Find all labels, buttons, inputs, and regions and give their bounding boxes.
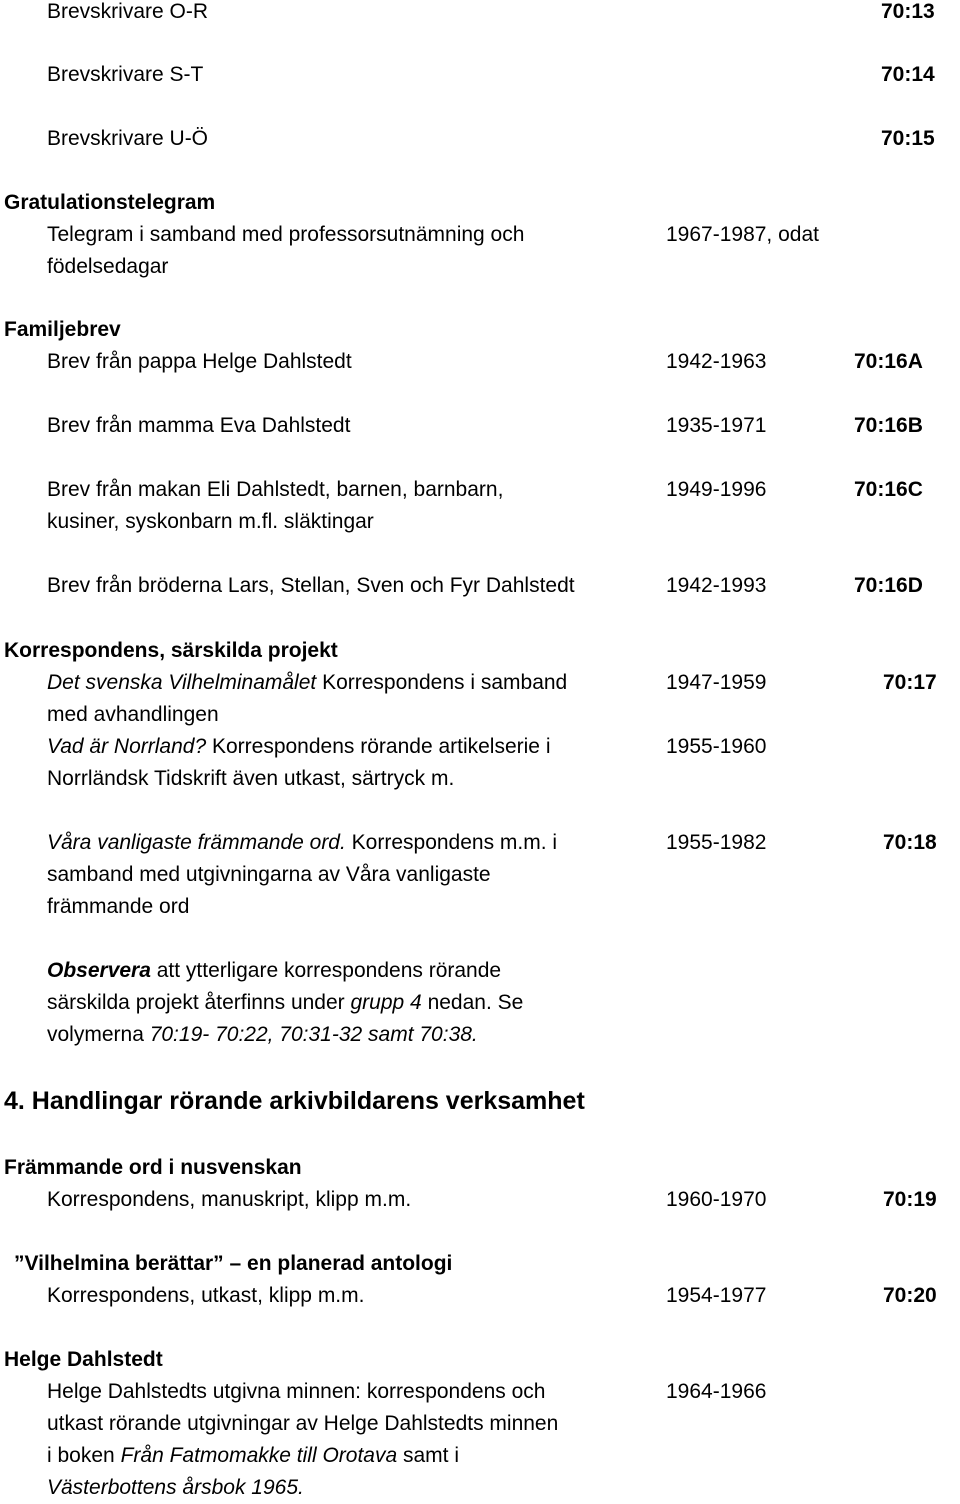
note-text: särskilda projekt återfinns under (47, 991, 351, 1014)
date-range: 1967-1987, odat (666, 223, 819, 246)
volume-number: 70:14 (881, 63, 935, 86)
section-heading: ”Vilhelmina berättar” – en planerad antologi (14, 1252, 453, 1275)
work-title: Det svenska Vilhelminamålet (47, 671, 317, 694)
note-line (47, 1019, 478, 1051)
volume-number: 70:18 (883, 831, 937, 854)
volume-number: 70:15 (881, 127, 935, 150)
date-range: 1949-1996 (666, 478, 767, 501)
section-heading: Främmande ord i nusvenskan (4, 1156, 302, 1179)
work-title: Vad är Norrland? (47, 735, 207, 758)
entry-text: i boken (47, 1444, 121, 1467)
entry-text: Korrespondens i samband (316, 671, 568, 694)
note-reference: grupp 4 (350, 991, 422, 1014)
volume-number: 70:13 (881, 0, 935, 23)
entry-text: Korrespondens m.m. i (345, 831, 558, 854)
entry-label-cont: med avhandlingen (47, 703, 219, 726)
section-heading: Familjebrev (4, 318, 121, 341)
entry-label (47, 827, 557, 859)
volume-number: 70:17 (883, 671, 937, 694)
note-text: att ytterligare korrespondens rörande (150, 959, 502, 982)
section-heading: Korrespondens, särskilda projekt (4, 639, 338, 662)
entry-label: Brev från pappa Helge Dahlstedt (47, 350, 352, 373)
entry-label: Korrespondens, utkast, klipp m.m. (47, 1284, 365, 1307)
date-range: 1964-1966 (666, 1380, 767, 1403)
note-keyword: Observera (47, 959, 151, 982)
note-line (47, 987, 523, 1019)
entry-label-cont (47, 1440, 459, 1472)
date-range: 1955-1982 (666, 831, 767, 854)
entry-label: Korrespondens, manuskript, klipp m.m. (47, 1188, 412, 1211)
entry-label: Brevskrivare O-R (47, 0, 209, 23)
entry-label: Brevskrivare U-Ö (47, 127, 209, 150)
date-range: 1942-1963 (666, 350, 767, 373)
entry-label (47, 667, 567, 699)
note-text: volymerna (47, 1023, 150, 1046)
entry-text: samt i (397, 1444, 459, 1467)
entry-label-cont: samband med utgivningarna av Våra vanligaste (47, 863, 491, 886)
date-range: 1942-1993 (666, 574, 767, 597)
entry-label-cont: kusiner, syskonbarn m.fl. släktingar (47, 510, 374, 533)
date-range: 1954-1977 (666, 1284, 767, 1307)
entry-label: Brev från bröderna Lars, Stellan, Sven och Fyr Dahlstedt (47, 574, 575, 597)
date-range: 1947-1959 (666, 671, 767, 694)
entry-text: Korrespondens rörande artikelserie i (206, 735, 551, 758)
section-heading: Gratulationstelegram (4, 191, 216, 214)
volume-number: 70:19 (883, 1188, 937, 1211)
chapter-heading: 4. Handlingar rörande arkivbildarens verksamhet (4, 1087, 585, 1115)
entry-label-cont: Norrländsk Tidskrift även utkast, särtryck m. (47, 767, 455, 790)
section-heading: Helge Dahlstedt (4, 1348, 163, 1371)
entry-label-cont: födelsedagar (47, 255, 169, 278)
date-range: 1935-1971 (666, 414, 767, 437)
date-range: 1960-1970 (666, 1188, 767, 1211)
note-line (47, 955, 501, 987)
volume-number: 70:16A (854, 350, 923, 373)
entry-label: Brev från makan Eli Dahlstedt, barnen, barnbarn, (47, 478, 504, 501)
date-range: 1955-1960 (666, 735, 767, 758)
volume-number: 70:16C (854, 478, 923, 501)
volume-number: 70:16D (854, 574, 923, 597)
work-title: Från Fatmomakke till Orotava (120, 1444, 398, 1467)
note-reference: 70:19- 70:22, 70:31-32 samt 70:38. (149, 1023, 478, 1046)
entry-label: Brevskrivare S-T (47, 63, 204, 86)
work-title: Våra vanligaste främmande ord. (47, 831, 346, 854)
entry-label-cont: utkast rörande utgivningar av Helge Dahlstedts minnen (47, 1412, 559, 1435)
entry-label (47, 731, 551, 763)
entry-label-cont: främmande ord (47, 895, 190, 918)
entry-label: Brev från mamma Eva Dahlstedt (47, 414, 351, 437)
volume-number: 70:20 (883, 1284, 937, 1307)
entry-label: Helge Dahlstedts utgivna minnen: korrespondens och (47, 1380, 546, 1403)
volume-number: 70:16B (854, 414, 923, 437)
work-title: Västerbottens årsbok 1965. (47, 1476, 304, 1499)
note-text: nedan. Se (421, 991, 524, 1014)
entry-label: Telegram i samband med professorsutnämning och (47, 223, 525, 246)
